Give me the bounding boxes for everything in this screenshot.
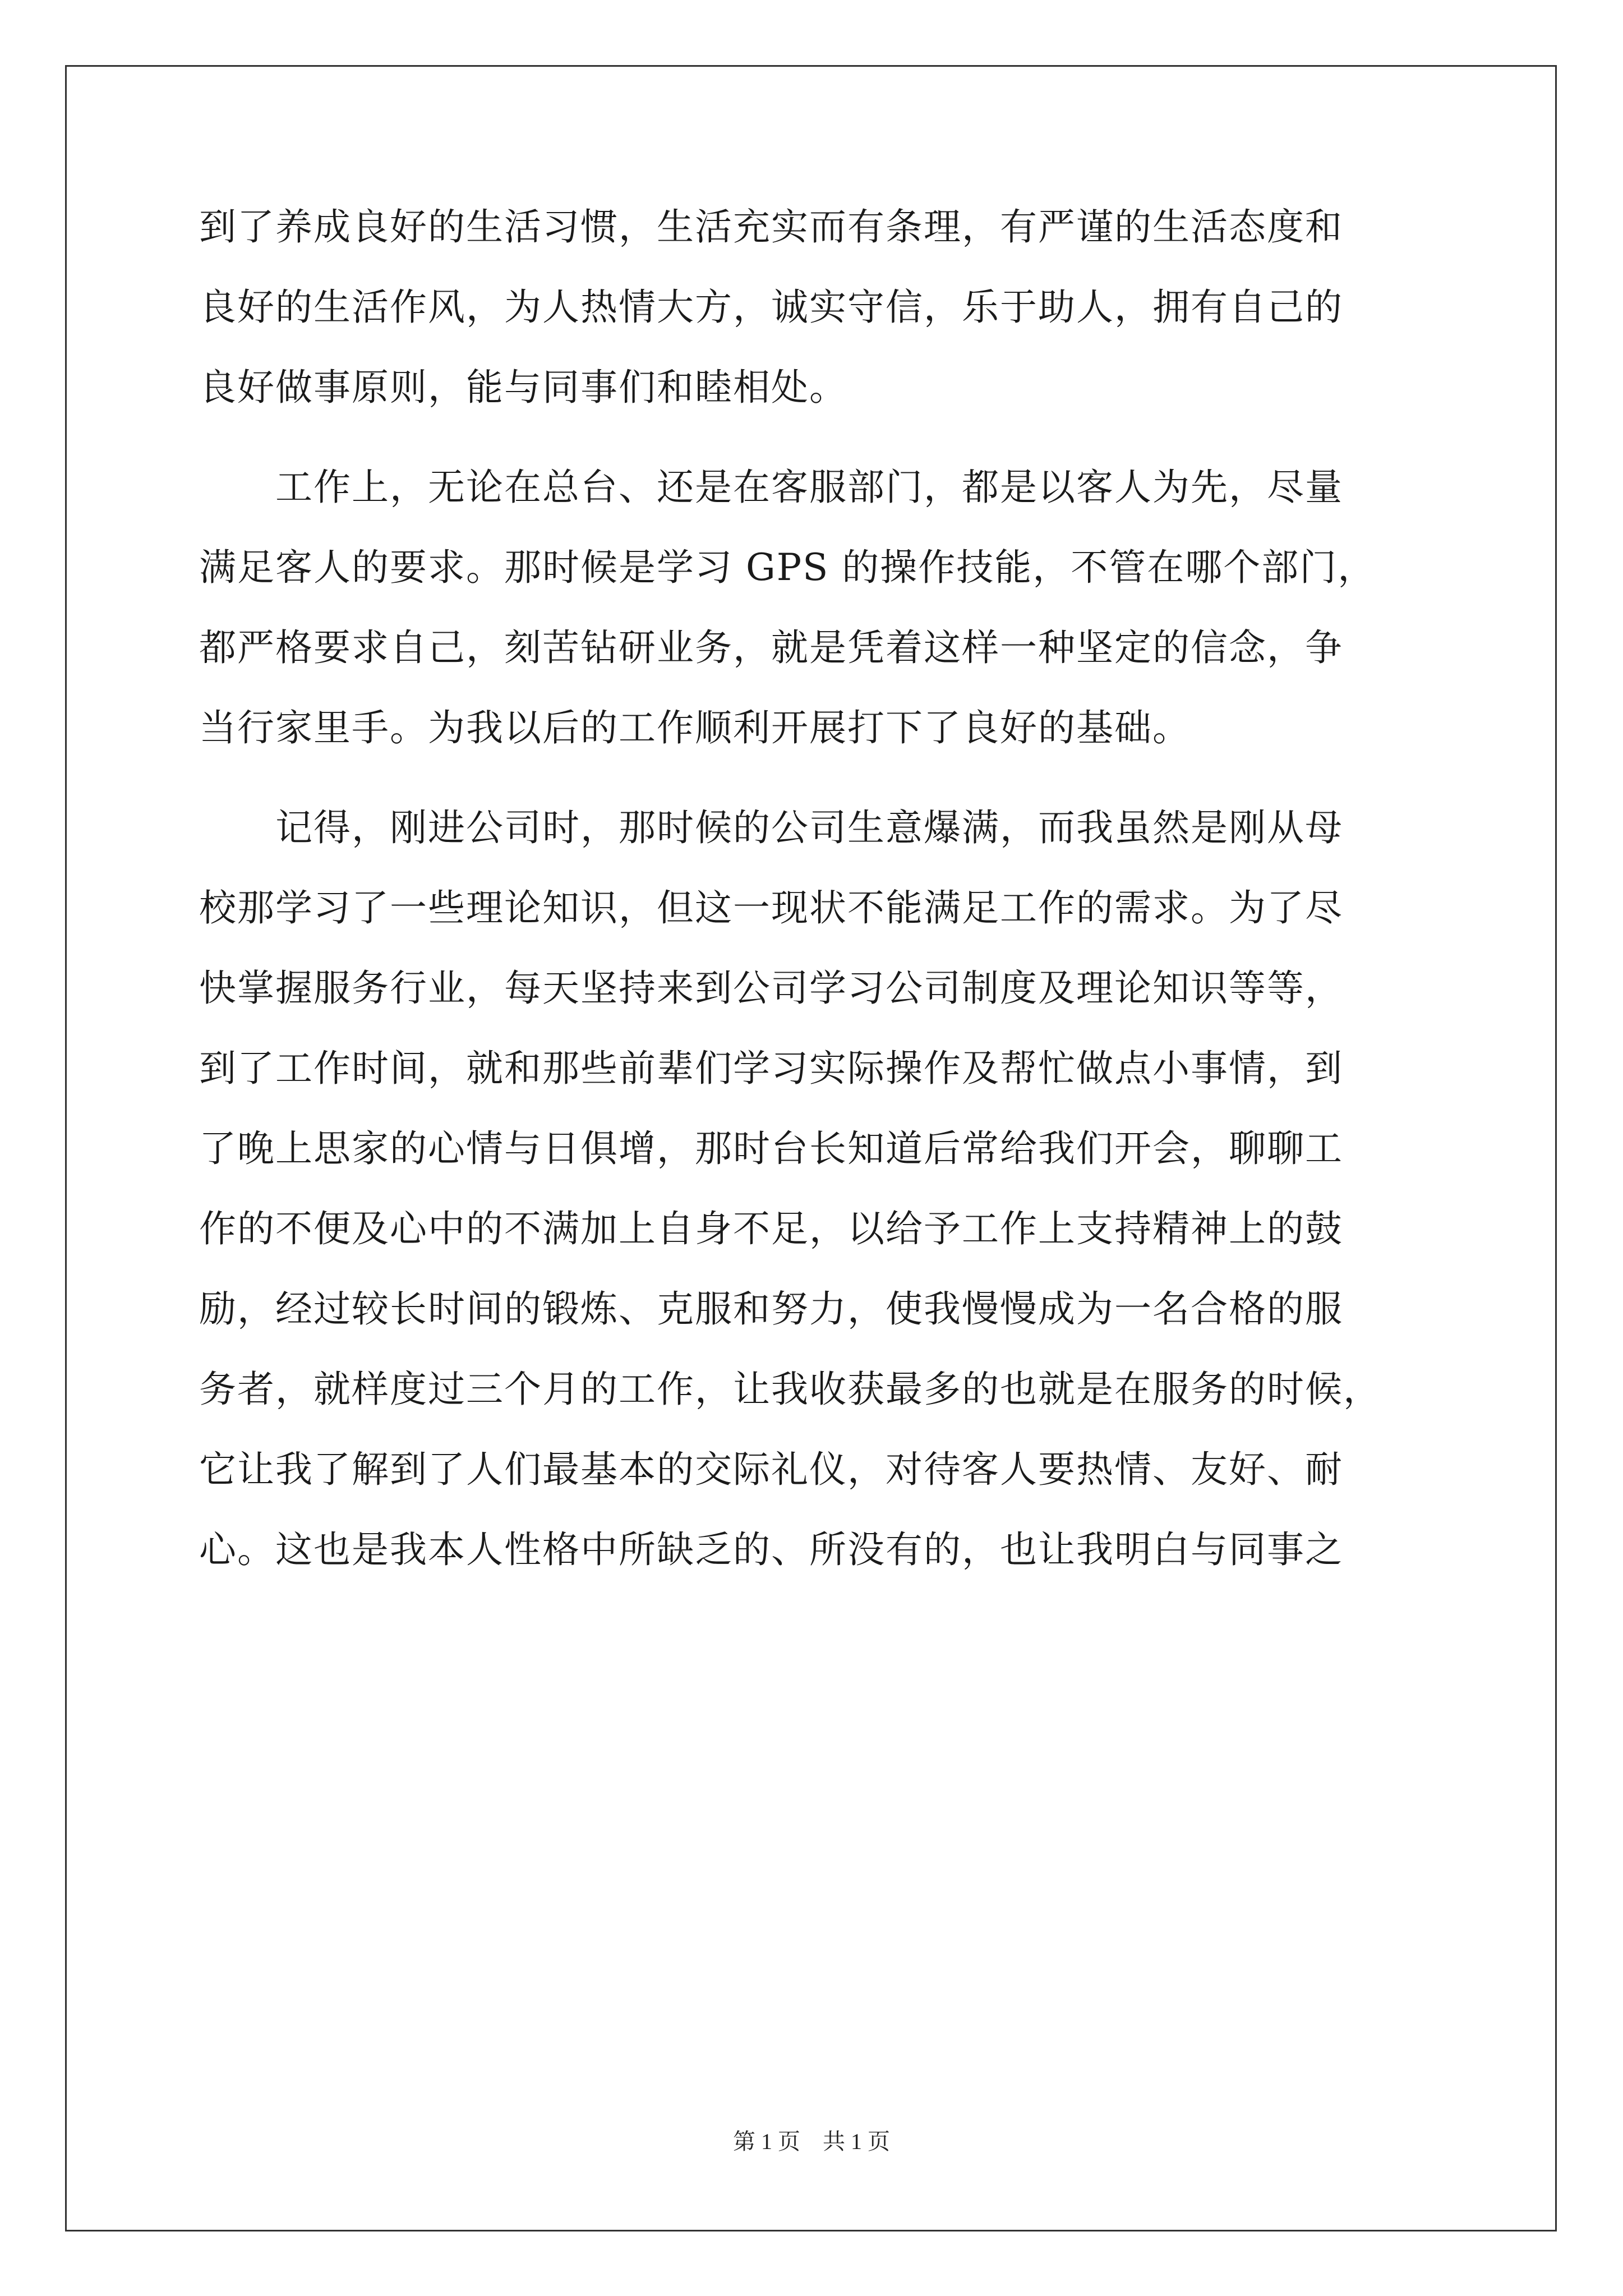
text-line: 到了工作时间，就和那些前辈们学习实际操作及帮忙做点小事情，到 [199,1047,1343,1090]
text-line: 校那学习了一些理论知识，但这一现状不能满足工作的需求。为了尽 [199,886,1343,930]
text-line: 它让我了解到了人们最基本的交际礼仪，对待客人要热情、友好、耐 [199,1448,1343,1491]
text-line: 快掌握服务行业，每天坚持来到公司学习公司制度及理论知识等等， [199,967,1343,1010]
text-line: 记得，刚进公司时，那时候的公司生意爆满，而我虽然是刚从母 [199,806,1343,849]
text-line: 当行家里手。为我以后的工作顺利开展打下了良好的基础。 [199,706,1191,749]
document-body [199,205,1433,1611]
text-line: 励，经过较长时间的锻炼、克服和努力，使我慢慢成为一名合格的服 [199,1287,1343,1331]
page-number-footer: 第 1 页 共 1 页 [733,2129,890,2154]
text-line: 满足客人的要求。那时候是学习 GPS 的操作技能，不管在哪个部门， [199,546,1376,589]
text-line: 心。这也是我本人性格中所缺乏的、所没有的，也让我明白与同事之 [199,1528,1343,1571]
text-line: 作的不便及心中的不满加上自身不足，以给予工作上支持精神上的鼓 [199,1207,1343,1250]
text-line: 良好的生活作风，为人热情大方，诚实守信，乐于助人，拥有自己的 [199,286,1343,329]
text-line: 到了养成良好的生活习惯，生活充实而有条理，有严谨的生活态度和 [199,205,1343,249]
text-line: 都严格要求自己，刻苦钻研业务，就是凭着这样一种坚定的信念，争 [199,626,1343,669]
text-line: 工作上，无论在总台、还是在客服部门，都是以客人为先，尽量 [199,466,1343,509]
text-line: 了晚上思家的心情与日俱增，那时台长知道后常给我们开会，聊聊工 [199,1127,1343,1170]
text-line: 务者，就样度过三个月的工作，让我收获最多的也就是在服务的时候， [199,1368,1381,1411]
text-line: 良好做事原则，能与同事们和睦相处。 [199,366,847,409]
